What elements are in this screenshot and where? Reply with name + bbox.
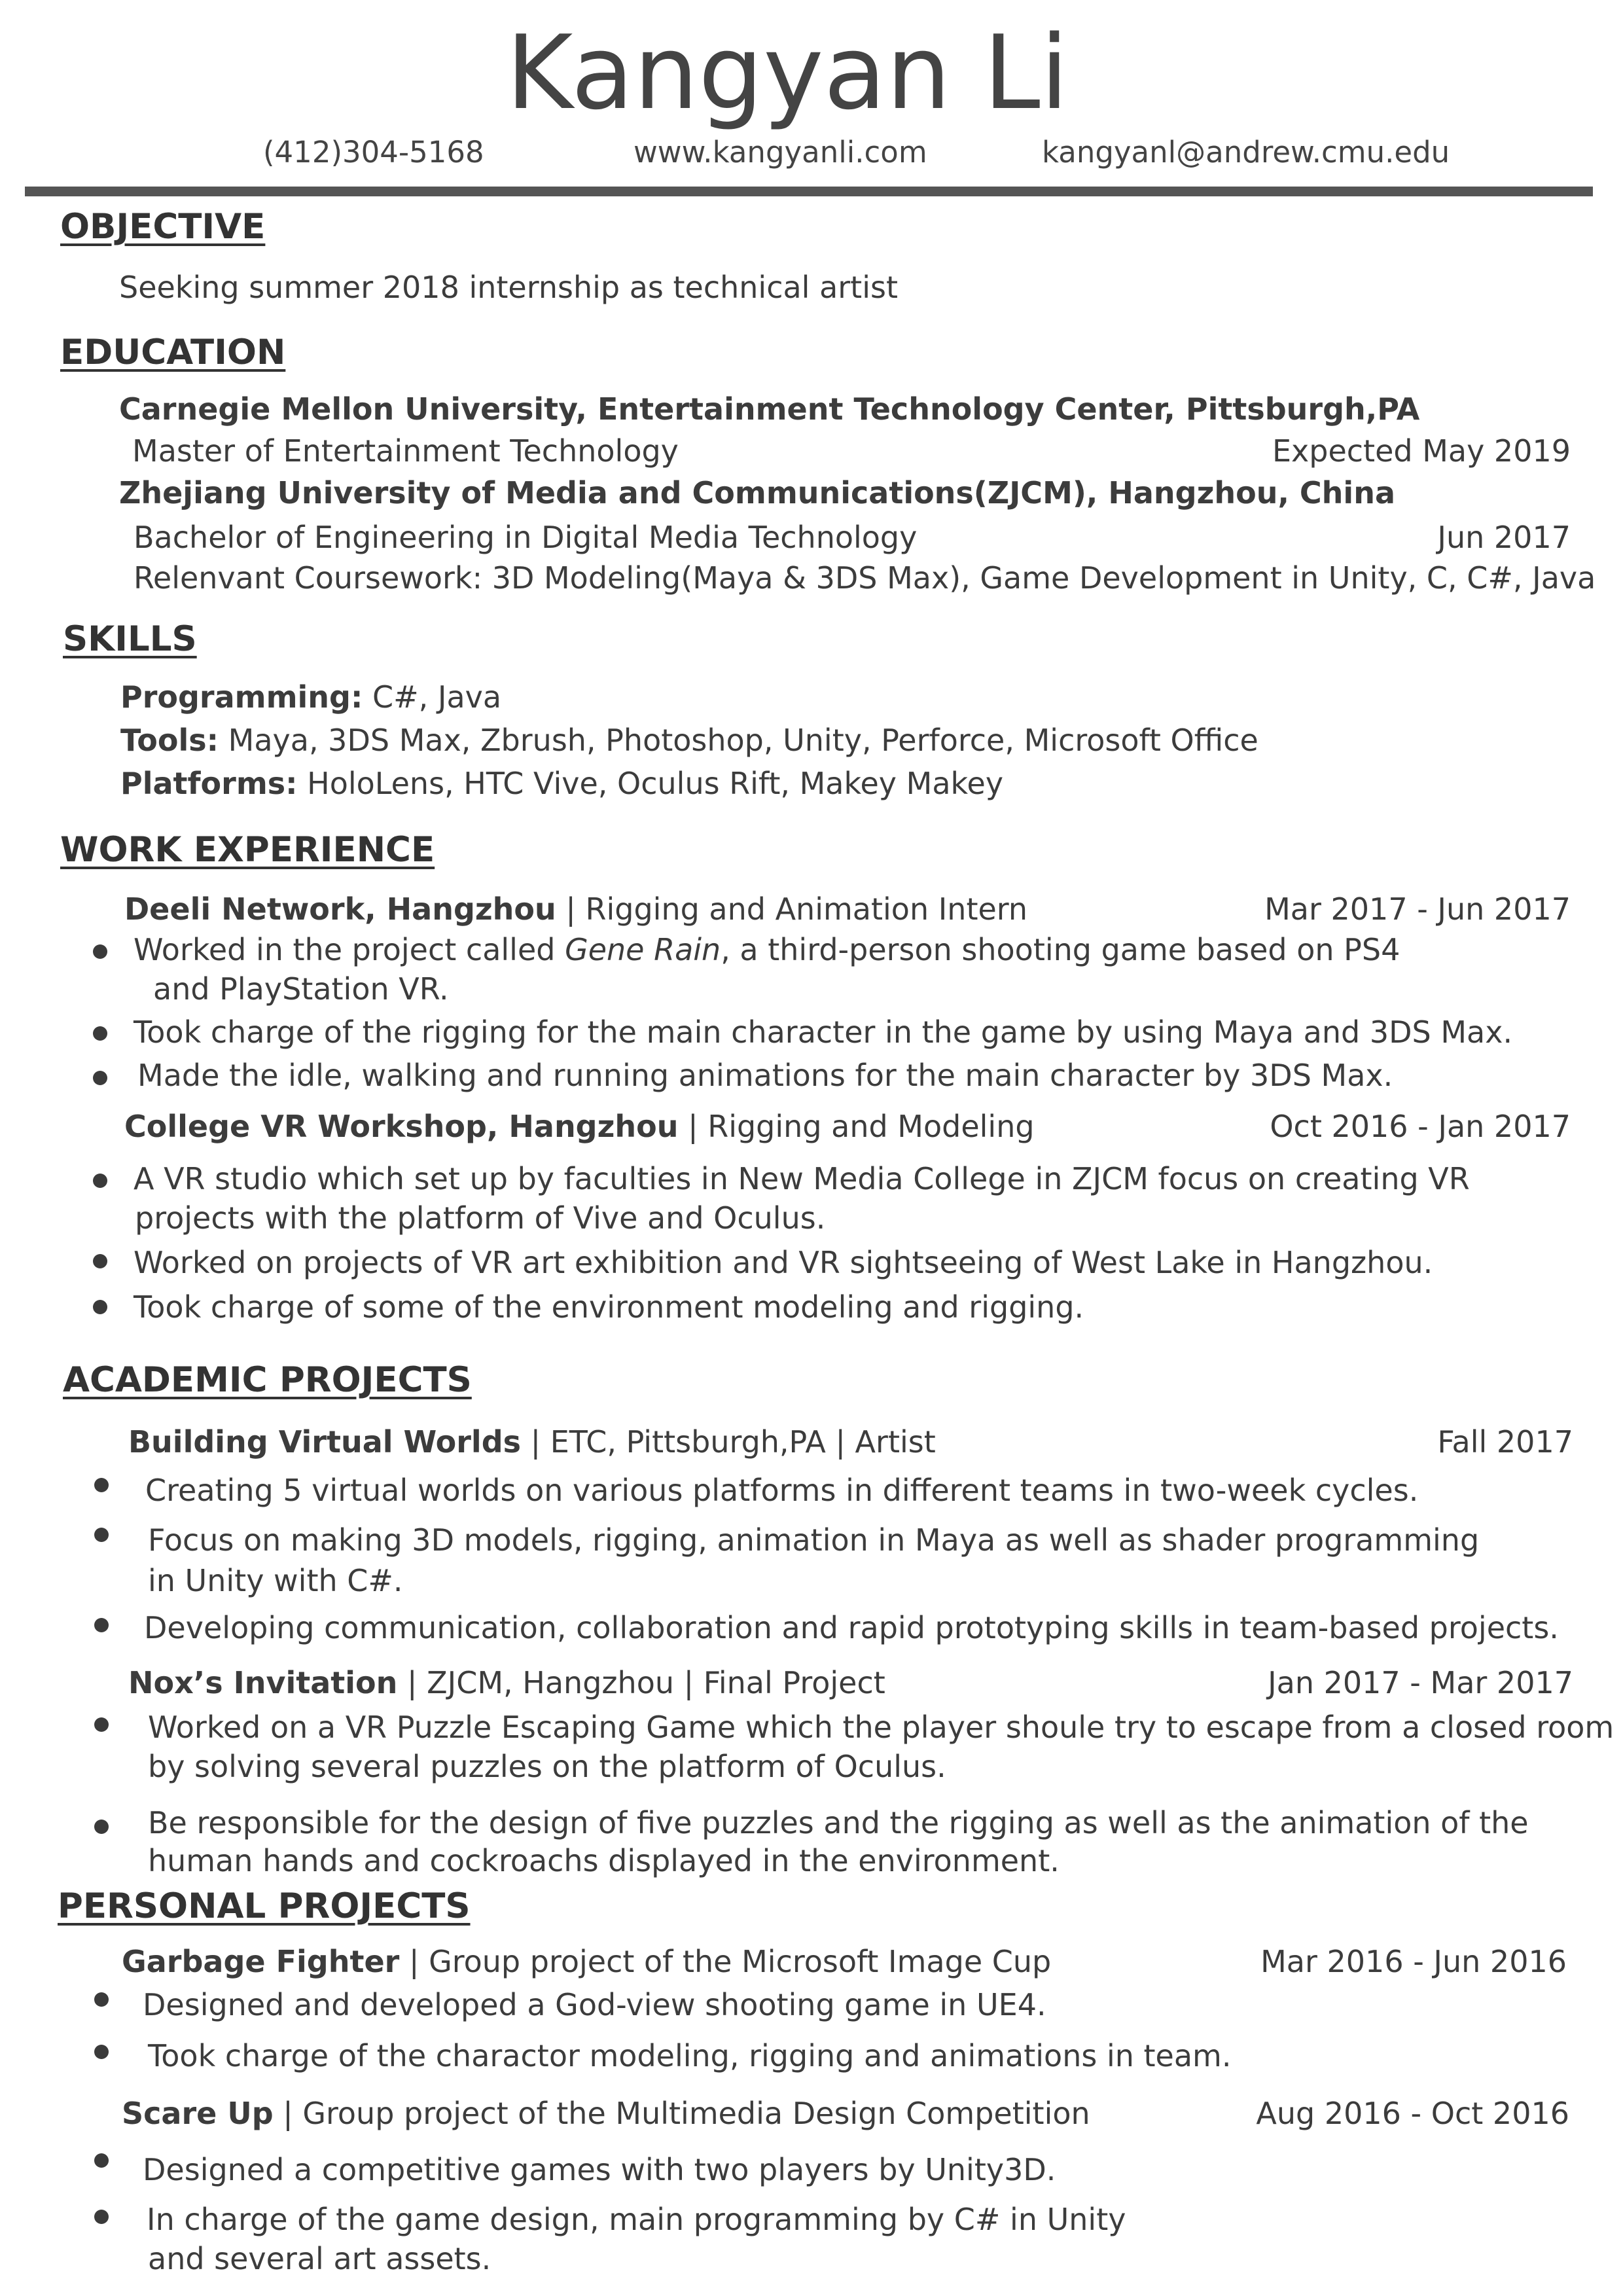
project-name: Gene Rain xyxy=(565,932,721,967)
degree: Bachelor of Engineering in Digital Media Technology xyxy=(134,520,918,555)
project-detail: | ETC, Pittsburgh,PA | Artist xyxy=(521,1424,936,1460)
job-role: | Rigging and Animation Intern xyxy=(556,891,1028,927)
project-name: Scare Up xyxy=(122,2096,274,2131)
job-role: | Rigging and Modeling xyxy=(678,1109,1035,1144)
bullet-icon xyxy=(94,1528,109,1542)
bullet-icon xyxy=(94,1618,109,1632)
skill-line xyxy=(120,766,1003,801)
bullet-text: Took charge of some of the environment modeling and rigging. xyxy=(134,1289,1084,1325)
date: Expected May 2019 xyxy=(1272,433,1571,469)
project-title-line xyxy=(122,1944,1051,1979)
email-link[interactable]: kangyanl@andrew.cmu.edu xyxy=(1042,135,1450,170)
project-title-line xyxy=(122,2096,1090,2131)
bullet-text-continued: human hands and cockroachs displayed in the environment. xyxy=(148,1843,1060,1878)
bullet-text-continued: projects with the platform of Vive and Oculus. xyxy=(135,1200,826,1236)
section-title-work-experience: WORK EXPERIENCE xyxy=(60,830,435,870)
bullet-text: Developing communication, collaboration and rapid prototyping skills in team-based projects. xyxy=(144,1610,1559,1645)
date: Mar 2016 - Jun 2016 xyxy=(1260,1944,1567,1979)
date: Aug 2016 - Oct 2016 xyxy=(1256,2096,1569,2131)
bullet-icon xyxy=(94,1992,109,2007)
section-title-objective: OBJECTIVE xyxy=(60,207,266,247)
skill-label: Programming: xyxy=(120,679,363,715)
project-name: Garbage Fighter xyxy=(122,1944,400,1979)
bullet-icon xyxy=(93,1300,107,1314)
section-title-academic-projects: ACADEMIC PROJECTS xyxy=(63,1360,472,1400)
section-title-skills: SKILLS xyxy=(63,619,197,659)
bullet-text-continued: by solving several puzzles on the platform of Oculus. xyxy=(148,1749,946,1784)
bullet-icon xyxy=(94,2153,109,2168)
bullet-icon xyxy=(94,1478,109,1492)
bullet-text: Made the idle, walking and running animations for the main character by 3DS Max. xyxy=(137,1058,1393,1093)
date: Jan 2017 - Mar 2017 xyxy=(1268,1665,1573,1700)
school-name: Carnegie Mellon University, Entertainment Technology Center, Pittsburgh,PA xyxy=(119,391,1420,427)
bullet-text xyxy=(134,932,1400,967)
degree: Master of Entertainment Technology xyxy=(132,433,679,469)
coursework: Relenvant Coursework: 3D Modeling(Maya & 3DS Max), Game Development in Unity, C, C#, Java xyxy=(134,560,1596,596)
bullet-text: Be responsible for the design of five puzzles and the rigging as well as the animation of the xyxy=(148,1805,1529,1840)
bullet-text: Creating 5 virtual worlds on various platforms in different teams in two-week cycles. xyxy=(145,1473,1419,1508)
bullet-text: A VR studio which set up by faculties in New Media College in ZJCM focus on creating VR xyxy=(134,1161,1470,1196)
bullet-text: Took charge of the rigging for the main character in the game by using Maya and 3DS Max. xyxy=(134,1014,1513,1050)
job-org: Deeli Network, Hangzhou xyxy=(124,891,556,927)
resume-name: Kangyan Li xyxy=(506,13,1069,132)
bullet-text-part: Worked in the project called xyxy=(134,932,565,967)
bullet-text-continued: in Unity with C#. xyxy=(148,1563,403,1598)
website-link[interactable]: www.kangyanli.com xyxy=(633,135,927,170)
bullet-text-continued: and several art assets. xyxy=(148,2241,491,2276)
bullet-text: In charge of the game design, main programming by C# in Unity xyxy=(147,2202,1126,2237)
skill-label: Platforms: xyxy=(120,766,298,801)
skill-value: C#, Java xyxy=(363,679,502,715)
skill-line xyxy=(120,723,1258,758)
bullet-icon xyxy=(94,1717,109,1732)
bullet-text-part: , a third-person shooting game based on PS4 xyxy=(721,932,1400,967)
phone-number: (412)304-5168 xyxy=(263,135,484,170)
job-title-line xyxy=(124,1109,1035,1144)
section-title-personal-projects: PERSONAL PROJECTS xyxy=(58,1886,471,1926)
date: Oct 2016 - Jan 2017 xyxy=(1270,1109,1571,1144)
bullet-icon xyxy=(94,1820,109,1834)
skill-value: HoloLens, HTC Vive, Oculus Rift, Makey Makey xyxy=(297,766,1004,801)
skill-label: Tools: xyxy=(120,723,219,758)
section-title-education: EDUCATION xyxy=(60,332,286,372)
job-org: College VR Workshop, Hangzhou xyxy=(124,1109,679,1144)
bullet-text-continued: and PlayStation VR. xyxy=(153,971,449,1007)
bullet-icon xyxy=(94,2210,109,2224)
project-detail: | ZJCM, Hangzhou | Final Project xyxy=(397,1665,885,1700)
header-divider xyxy=(25,187,1593,196)
bullet-text: Designed a competitive games with two players by Unity3D. xyxy=(143,2152,1056,2187)
skill-value: Maya, 3DS Max, Zbrush, Photoshop, Unity, Perforce, Microsoft Office xyxy=(219,723,1258,758)
job-title-line xyxy=(124,891,1027,927)
school-name: Zhejiang University of Media and Communications(ZJCM), Hangzhou, China xyxy=(119,475,1395,511)
skill-line xyxy=(120,679,501,715)
project-detail: | Group project of the Microsoft Image Cup xyxy=(399,1944,1052,1979)
project-title-line xyxy=(128,1424,936,1460)
bullet-text: Worked on a VR Puzzle Escaping Game which the player shoule try to escape from a closed room xyxy=(148,1710,1614,1745)
bullet-icon xyxy=(93,1071,107,1085)
objective-text: Seeking summer 2018 internship as technical artist xyxy=(119,270,899,305)
date: Fall 2017 xyxy=(1437,1424,1573,1460)
bullet-text: Worked on projects of VR art exhibition and VR sightseeing of West Lake in Hangzhou. xyxy=(134,1245,1433,1280)
date: Mar 2017 - Jun 2017 xyxy=(1264,891,1571,927)
project-name: Nox’s Invitation xyxy=(128,1665,398,1700)
project-name: Building Virtual Worlds xyxy=(128,1424,521,1460)
bullet-icon xyxy=(93,1026,107,1041)
bullet-icon xyxy=(94,2045,109,2059)
bullet-text: Took charge of the charactor modeling, rigging and animations in team. xyxy=(148,2038,1232,2073)
bullet-text: Focus on making 3D models, rigging, animation in Maya as well as shader programming xyxy=(148,1522,1480,1558)
project-detail: | Group project of the Multimedia Design Competition xyxy=(273,2096,1090,2131)
bullet-icon xyxy=(93,1254,107,1268)
bullet-icon xyxy=(93,1174,107,1188)
bullet-icon xyxy=(93,944,107,959)
date: Jun 2017 xyxy=(1437,520,1571,555)
bullet-text: Designed and developed a God-view shooting game in UE4. xyxy=(143,1987,1046,2022)
project-title-line xyxy=(128,1665,885,1700)
